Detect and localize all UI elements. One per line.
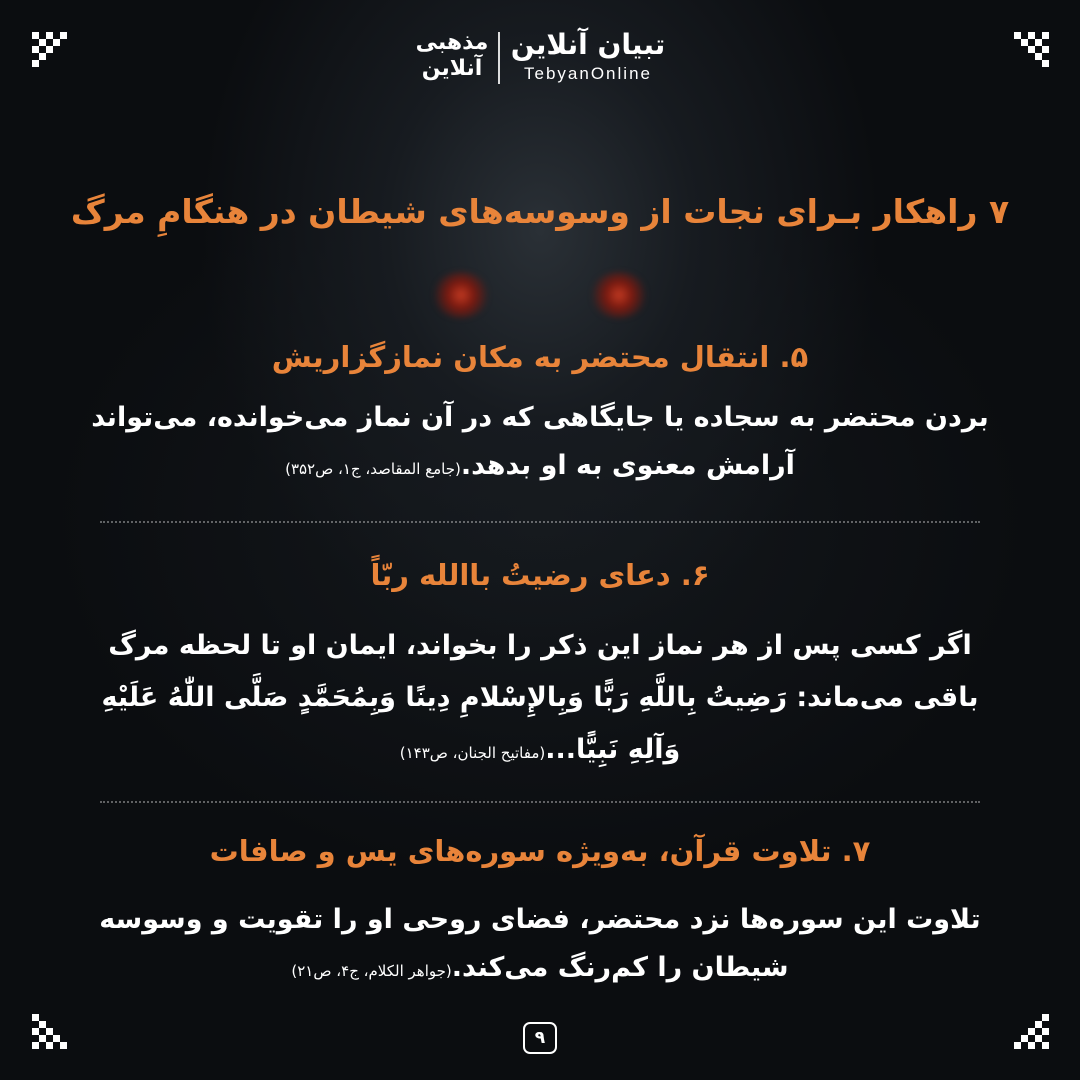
logo-latin-text: TebyanOnline xyxy=(524,64,652,83)
glowing-eye-right xyxy=(590,272,648,318)
section-title-7: ۷. تلاوت قرآن، به‌ویژه سوره‌های یس و صافات xyxy=(209,834,871,868)
brand-logo xyxy=(0,22,1080,92)
section-title-5: ۵. انتقال محتضر به مکان نمازگزاریش xyxy=(271,340,809,374)
corner-ornament-icon xyxy=(28,1010,70,1052)
section-body-5 xyxy=(90,394,990,493)
section-divider xyxy=(100,801,980,803)
section-reference-6: (مفاتیح الجنان، ص۱۴۳) xyxy=(399,744,546,762)
logo-mazhabi-line1: مذهبی xyxy=(415,30,489,55)
logo-mazhabi xyxy=(410,30,494,82)
page-title: ۷ راهکار بـرای نجات از وسوسه‌های شیطان در هنگامِ مرگ xyxy=(70,192,1010,231)
section-reference-5: (جامع المقاصد، ج۱، ص۳۵۲) xyxy=(285,460,461,478)
corner-ornament-icon xyxy=(1010,1010,1052,1052)
section-divider xyxy=(100,521,980,523)
section-text-7: تلاوت این سوره‌ها نزد محتضر، فضای روحی او را تقویت و وسوسه شیطان را کم‌رنگ می‌کند. xyxy=(99,904,981,983)
section-title-6: ۶. دعای رضیتُ باالله ربّاً xyxy=(370,558,710,592)
logo-divider xyxy=(498,32,500,84)
logo-tebyan-text: تبیان آنلاین xyxy=(510,28,666,61)
section-reference-7: (جواهر الکلام، ج۴، ص۲۱) xyxy=(291,962,452,980)
section-text-6: اگر کسی پس از هر نماز این ذکر را بخواند، ایمان او تا لحظه مرگ باقی می‌ماند: رَضِيتُ بِاللَّهِ رَبًّا وَبِالإِسْلامِ دِينًا وَبِمُحَمَّدٍ صَلَّى اللّٰهُ عَلَيْهِ وَآلِهِ نَبِيًّا... xyxy=(101,630,979,765)
glowing-eye-left xyxy=(432,272,490,318)
section-body-7 xyxy=(90,896,990,995)
logo-mazhabi-line2: آنلاین xyxy=(421,56,483,81)
section-body-6 xyxy=(90,620,990,779)
page-number: ۹ xyxy=(523,1022,557,1054)
section-text-5: بردن محتضر به سجاده یا جایگاهی که در آن نماز می‌خوانده، می‌تواند آرامش معنوی به او بدهد. xyxy=(91,402,989,481)
